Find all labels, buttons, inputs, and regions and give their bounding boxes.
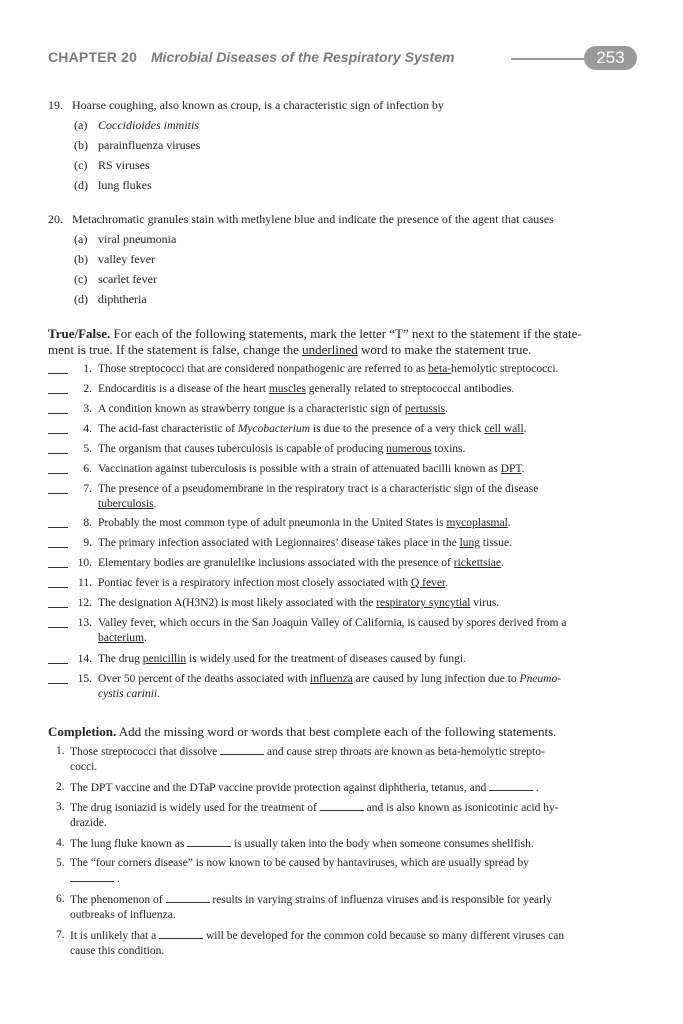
answer-blank[interactable] — [48, 587, 68, 588]
item-text: Endocarditis is a disease of the heart muscles generally related to streptococcal antibodies. — [98, 383, 515, 395]
answer-blank[interactable] — [48, 627, 68, 628]
answer-blank[interactable] — [48, 413, 68, 414]
item-text: The drug isoniazid is widely used for the treatment of and is also known as isonicotinic acid hy- drazide. — [70, 802, 559, 829]
fill-in-blank[interactable] — [70, 871, 114, 882]
option: (b) valley fever — [74, 252, 155, 266]
page-header — [48, 46, 637, 70]
option: (b) parainfluenza viruses — [74, 138, 201, 152]
option: (a) viral pneumonia — [74, 232, 177, 246]
option: (c) RS viruses — [74, 158, 150, 172]
chapter-label: CHAPTER 20 — [48, 49, 138, 65]
answer-blank[interactable] — [48, 527, 68, 528]
section-heading: Completion. — [48, 724, 117, 739]
item-number: 8. — [83, 517, 92, 529]
item-text: Those streptococci that dissolve and cause strep throats are known as beta-hemolytic strepto- cocci. — [70, 746, 545, 773]
fill-in-blank[interactable] — [159, 928, 203, 939]
item-number: 10. — [77, 557, 92, 569]
item-text: Those streptococci that are considered nonpathogenic are referred to as beta-hemolytic streptococci. — [98, 363, 559, 375]
item-number: 4. — [56, 837, 65, 849]
option: (d) diphtheria — [74, 292, 147, 306]
item-number: 1. — [56, 745, 65, 757]
page-number: 253 — [584, 46, 637, 70]
item-text: The phenomenon of results in varying strains of influenza viruses and is responsible for yearly outbreaks of influenza. — [70, 894, 552, 921]
fill-in-blank[interactable] — [166, 892, 210, 903]
fill-in-blank[interactable] — [187, 836, 231, 847]
item-number: 3. — [83, 403, 92, 415]
question-19 — [48, 98, 444, 112]
item-text: The lung fluke known as is usually taken into the body when someone consumes shellfish. — [70, 838, 534, 850]
item-number: 12. — [77, 597, 92, 609]
chapter-title: Microbial Diseases of the Respiratory System — [151, 49, 455, 65]
question-number: 20. — [48, 212, 63, 226]
question-number: 19. — [48, 98, 63, 112]
question-20 — [48, 212, 554, 226]
item-text: Pontiac fever is a respiratory infection most closely associated with Q fever. — [98, 577, 449, 589]
item-text: The drug penicillin is widely used for the treatment of diseases caused by fungi. — [98, 653, 466, 665]
item-number: 6. — [56, 893, 65, 905]
header-rule — [511, 58, 591, 60]
truefalse-intro: True/False. For each of the following statements, mark the letter “T” next to the statement if the state- ment is true. If the statement is false, change the underlined word to make the statement true. — [48, 326, 582, 357]
item-text: The acid-fast characteristic of Mycobacterium is due to the presence of a very thick cell wall. — [98, 423, 527, 435]
item-text: The “four corners disease” is now known to be caused by hantaviruses, which are usually spread by . — [70, 857, 529, 885]
item-text: The DPT vaccine and the DTaP vaccine provide protection against diphtheria, tetanus, and . — [70, 782, 539, 794]
option: (c) scarlet fever — [74, 272, 157, 286]
item-number: 5. — [56, 857, 65, 869]
item-number: 4. — [83, 423, 92, 435]
item-text: Vaccination against tuberculosis is possible with a strain of attenuated bacilli known as DPT. — [98, 463, 525, 475]
answer-blank[interactable] — [48, 547, 68, 548]
item-text: The designation A(H3N2) is most likely associated with the respiratory syncytial virus. — [98, 597, 500, 609]
answer-blank[interactable] — [48, 663, 68, 664]
answer-blank[interactable] — [48, 393, 68, 394]
fill-in-blank[interactable] — [320, 800, 364, 811]
item-number: 14. — [77, 653, 92, 665]
item-number: 3. — [56, 801, 65, 813]
item-number: 7. — [83, 483, 92, 495]
fill-in-blank[interactable] — [220, 744, 264, 755]
item-number: 11. — [78, 577, 92, 589]
item-text: The organism that causes tuberculosis is capable of producing numerous toxins. — [98, 443, 466, 455]
question-text: Metachromatic granules stain with methylene blue and indicate the presence of the agent that causes — [72, 212, 554, 226]
answer-blank[interactable] — [48, 453, 68, 454]
item-number: 2. — [56, 781, 65, 793]
item-number: 13. — [77, 617, 92, 629]
option: (d) lung flukes — [74, 178, 152, 192]
answer-blank[interactable] — [48, 373, 68, 374]
answer-blank[interactable] — [48, 567, 68, 568]
item-text: Valley fever, which occurs in the San Joaquin Valley of California, is caused by spores derived from a bacterium. — [98, 617, 567, 644]
answer-blank[interactable] — [48, 493, 68, 494]
answer-blank[interactable] — [48, 473, 68, 474]
item-number: 9. — [83, 537, 92, 549]
answer-blank[interactable] — [48, 433, 68, 434]
item-text: The presence of a pseudomembrane in the respiratory tract is a characteristic sign of the disease tuberculosis. — [98, 483, 539, 510]
item-text: It is unlikely that a will be developed for the common cold because so many different viruses can cause this condition. — [70, 930, 565, 957]
item-number: 2. — [83, 383, 92, 395]
item-number: 15. — [77, 673, 92, 685]
answer-blank[interactable] — [48, 607, 68, 608]
item-text: Elementary bodies are granulelike inclusions associated with the presence of rickettsiae. — [98, 557, 504, 569]
answer-blank[interactable] — [48, 683, 68, 684]
fill-in-blank[interactable] — [489, 780, 533, 791]
question-text: Hoarse coughing, also known as croup, is a characteristic sign of infection by — [72, 98, 444, 112]
item-number: 6. — [83, 463, 92, 475]
completion-intro: Completion. Add the missing word or words that best complete each of the following statements. — [48, 724, 557, 739]
item-number: 1. — [83, 363, 92, 375]
item-text: The primary infection associated with Legionnaires’ disease takes place in the lung tissue. — [98, 537, 512, 549]
option: (a) Coccidioides immitis — [74, 118, 199, 132]
item-text: A condition known as strawberry tongue is a characteristic sign of pertussis. — [98, 403, 449, 415]
item-number: 5. — [83, 443, 92, 455]
item-number: 7. — [56, 929, 65, 941]
item-text: Probably the most common type of adult pneumonia in the United States is mycoplasmal. — [98, 517, 511, 529]
section-heading: True/False. — [48, 326, 111, 341]
item-text: Over 50 percent of the deaths associated with influenza are caused by lung infection due to Pneumo- cystis carinii. — [98, 673, 562, 700]
